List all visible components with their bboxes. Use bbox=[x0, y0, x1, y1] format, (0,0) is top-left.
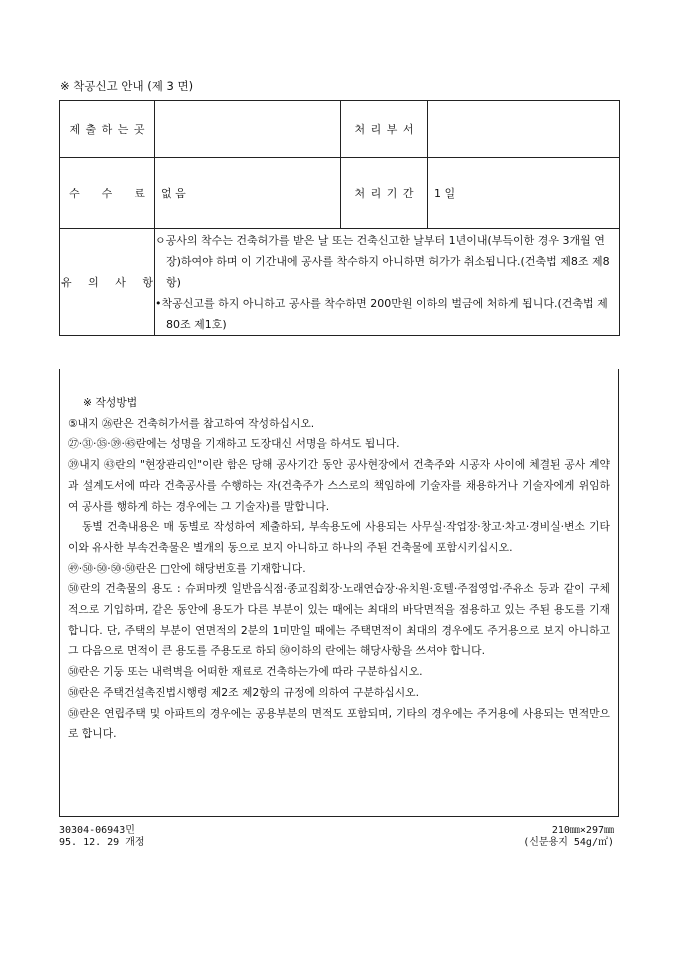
method-line: ㊴내지 ㊸란의 "현장관리인"이란 함은 당해 공사기간 동안 공사현장에서 건축주와 시공자 사이에 체결된 공사 계약과 설계도서에 따라 건축공사를 수행하는 자(건축주가 스스로의 책임하에 기술자를 채용하거나 기술자에게 위임하여 공사를 행하게 하는 경우에는 그 기술자)를 말합니다. bbox=[68, 458, 610, 513]
footer-right bbox=[523, 825, 614, 849]
table-row bbox=[60, 229, 620, 336]
page-title: ※ 착공신고 안내 (제 3 면) bbox=[60, 79, 194, 93]
method-line: ㊿란은 주택건설촉진법시행령 제2조 제2항의 규정에 의하여 구분하십시오. bbox=[68, 685, 420, 699]
method-line: ㉗·㉛·㉟·㊴·㊺란에는 성명을 기재하고 도장대신 서명을 하셔도 됩니다. bbox=[68, 437, 400, 451]
submit-place-label: 제 출 하 는 곳 bbox=[60, 101, 155, 158]
section-title: ※ 작성방법 bbox=[83, 396, 138, 409]
note-item: ㅇ공사의 착수는 건축허가를 받은 날 또는 건축신고한 날부터 1년이내(부득이한 경우 3개월 연장)하여야 하며 이 기간내에 공사를 착수하지 아니하면 허가가 취소됩니다.(건축법 제8조 제8항) bbox=[155, 233, 610, 289]
paper-size: 210㎜×297㎜ bbox=[551, 825, 614, 836]
period-value: 1 일 bbox=[428, 158, 620, 229]
notes-label: 유 의 사 항 bbox=[60, 229, 155, 336]
dept-value bbox=[428, 101, 620, 158]
method-line: ㊿란의 건축물의 용도 : 슈퍼마켓 일반음식점·종교집회장·노래연습장·유치원·호텔·주접영업·주유소 등과 같이 구체적으로 기입하며, 같은 동안에 용도가 다른 부분이 있는 때에는 최대의 바닥면적을 점용하고 있는 주된 용도를 기재합니다. 단, 주택의 부분이 연면적의 2분의 1미만일 때에는 주택면적이 최대의 경우에도 주거용으로 보지 아니하고 그 다음으로 면적이 큰 용도를 주용도로 하되 ㊿이하의 란에는 해당사항을 쓰셔야 합니다. bbox=[68, 582, 610, 658]
method-line: ㊿란은 연립주택 및 아파트의 경우에는 공용부분의 면적도 포함되며, 기타의 경우에는 주거용에 사용되는 면적만으로 합니다. bbox=[68, 706, 610, 741]
notes-cell bbox=[155, 229, 620, 336]
table-row bbox=[60, 158, 620, 229]
note-item: •착공신고를 하지 아니하고 공사를 착수하면 200만원 이하의 벌금에 처하게 됩니다.(건축법 제80조 제1호) bbox=[155, 296, 608, 331]
method-line: ㊾·㊿·㊿·㊿·㊿란은 □안에 해당번호를 기재합니다. bbox=[68, 561, 306, 575]
method-line: ⑤내지 ㉖란은 건축허가서를 참고하여 작성하십시오. bbox=[68, 416, 315, 430]
table-row bbox=[60, 101, 620, 158]
fee-label: 수 수 료 bbox=[60, 158, 155, 229]
writing-method-section bbox=[59, 369, 619, 817]
period-label: 처 리 기 간 bbox=[341, 158, 428, 229]
submit-place-value bbox=[155, 101, 341, 158]
info-table bbox=[59, 100, 620, 336]
fee-value: 없 음 bbox=[155, 158, 341, 229]
method-line: ㊿란은 기둥 또는 내력벽을 어떠한 재료로 건축하는가에 따라 구분하십시오. bbox=[68, 665, 423, 679]
paper-type: (신문용지 54g/㎡) bbox=[523, 837, 614, 848]
footer-left bbox=[59, 825, 145, 849]
dept-label: 처 리 부 서 bbox=[341, 101, 428, 158]
method-line: 동별 건축내용은 매 동별로 작성하여 제출하되, 부속용도에 사용되는 사무실·작업장·창고·차고·경비실·변소 기타 이와 유사한 부속건축물은 별개의 동으로 보지 아니하고 하나의 주된 건축물에 포함시키십시오. bbox=[68, 520, 610, 554]
form-code: 30304-06943민 bbox=[59, 825, 135, 836]
revision-date: 95. 12. 29 개정 bbox=[59, 837, 145, 848]
